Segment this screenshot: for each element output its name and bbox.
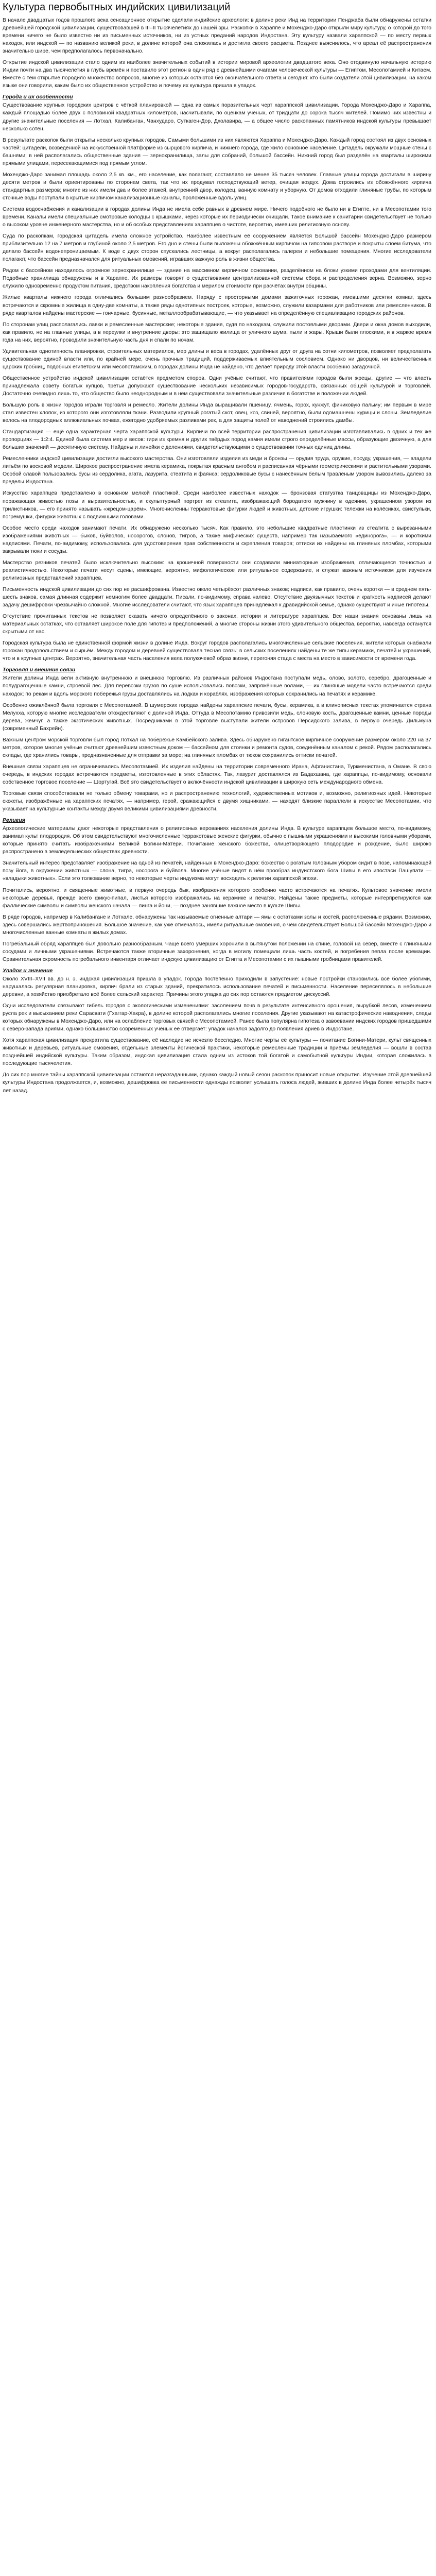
paragraph: Суда по раскопкам, городская цитадель имела сложное устройство. Наиболее известным её сооружением является Большой бассейн Мохенджо-Даро размером приблизительно 12 на 7 метров и глубиной около 2,5 метров. Его дно и стены были выложены обожжённым кирпичом на гипсовом растворе и покрыты слоем битума, что делало бассейн водонепроницаемым. К воде с двух сторон спускались лестницы, а вокруг располагались галереи и небольшие помещения. Многие исследователи полагают, что бассейн предназначался для ритуальных омовений, игравших важную роль в жизни общества. [3, 233, 431, 263]
paragraph: В ряде городов, например в Калибангане и Лотхале, обнаружены так называемые огненные алтари — ямы с остатками золы и костей, расположенные рядами. Возможно, здесь совершались жертвоприношения. Большое значение, как уже отмечалось, имели ритуальные омовения, о чём свидетельствует Большой бассейн Мохенджо-Даро и многочисленные ванные комнаты в жилых домах. [3, 914, 431, 936]
paragraph: Жители долины Инда вели активную внутреннюю и внешнюю торговлю. Из различных районов Индостана поступали медь, олово, золото, серебро, драгоценные и полудрагоценные камни, строевой лес. Для перевозки грузов по суше использовались повозки, запряжённые волами, — их глиняные модели часто встречаются среди находок; по рекам и вдоль морского побережья грузы доставлялись на лодках и кораблях, изображения которых сохранились на печатях и керамике. [3, 675, 431, 697]
paragraph: Одни исследователи связывают гибель городов с экологическими изменениями: засолением почв в результате интенсивного орошения, вырубкой лесов, изменением русла рек и высыханием реки Сарасвати (Гхаггар-Хакра), в долине которой располагались многие поселения. Другие указывают на катастрофические наводнения, следы которых обнаружены в Мохенджо-Даро, или на ослабление торговых связей с Месопотамией. Ранее была популярна гипотеза о завоевании индских городов пришедшими с северо-запада ариями, однако большинство современных учёных её отвергает: упадок начался задолго до появления ариев в Индостане. [3, 1003, 431, 1032]
paragraph: Общественное устройство индской цивилизации остаётся предметом споров. Одни учёные считают, что правителями городов были жрецы, другие — что власть принадлежала совету богатых купцов, третьи допускают существование нескольких независимых городов-государств, связанных общей культурой и торговлей. Достаточно очевидно лишь то, что общество было неоднородным и в нём существовали значительные различия в богатстве и положении людей. [3, 375, 431, 397]
intro-paragraph: В начале двадцатых годов прошлого века сенсационное открытие сделали индийские археологи: в долине реки Инд на территории Пенджаба были обнаружены остатки древнейшей городской цивилизации, существовавшей в III–II тысячелетиях до нашей эры. Раскопки в Хараппе и Мохенджо-Даро открыли миру культуру, о которой до того времени ничего не было известно ни из письменных источников, ни из устных преданий народов Индостана. Эту культуру назвали хараппской — по месту первых находок, или индской — по названию великой реки, в долине которой она сложилась и достигла своего расцвета. Позднее выяснилось, что ареал её распространения значительно шире, чем предполагалось первоначально. [3, 18, 431, 55]
paragraph: Городская культура была не единственной формой жизни в долине Инда. Вокруг городов располагались многочисленные сельские поселения, жители которых снабжали горожан продовольствием и сырьём. Между городом и деревней существовала тесная связь: в сельских поселениях найдены те же типы керамики, печатей и украшений, что и в крупных центрах. Вероятно, значительная часть населения вела полукочевой образ жизни, перегоняя стада с места на место в зависимости от времени года. [3, 640, 431, 662]
paragraph: Археологические материалы дают некоторые представления о религиозных верованиях населения долины Инда. В культуре хараппцев большое место, по-видимому, занимал культ плодородия. Об этом свидетельствуют многочисленные терракотовые женские фигурки, обычно с пышными украшениями и высокими головными уборами, которые принято считать изображениями Великой Богини-Матери. Почитание женского божества, олицетворяющего плодородие и рождение, было широко распространено в земледельческих обществах древности. [3, 826, 431, 855]
paragraph: Особенно оживлённой была торговля с Месопотамией. В шумерских городах найдены хараппские печати, бусы, керамика, а в клинописных текстах упоминается страна Мелухха, которую многие исследователи отождествляют с долиной Инда. Оттуда в Месопотамию привозили медь, слоновую кость, драгоценные камни, ценные породы дерева, жемчуг, а также экзотических животных. Посредниками в этой торговле выступали жители островов Персидского залива, в первую очередь Дильмуна (современный Бахрейн). [3, 702, 431, 732]
paragraph: Ремесленники индской цивилизации достигли высокого мастерства. Они изготовляли изделия из меди и бронзы — орудия труда, оружие, посуду, украшения, — владели литьём по восковой модели. Широкое распространение имела керамика, покрытая красным ангобом и расписанная чёрными геометрическими и растительными узорами. Особой славой пользовались бусы из сердолика, агата, лазурита, стеатита и фаянса; сердоликовые бусы с нанесённым белым травлёным узором вывозились далеко за пределы Индостана. [3, 456, 431, 485]
paragraph: Система водоснабжения и канализации в городах долины Инда не имела себе равных в древнем мире. Ничего подобного не было ни в Египте, ни в Месопотамии того времени. Каналы имели специальные смотровые колодцы с крышками, через которые их периодически очищали. Такое внимание к санитарии свидетельствует не только о высоком уровне инженерного мастерства, но и об особых представлениях хараппцев о чистоте, вероятно, имевших религиозную основу. [3, 206, 431, 228]
paragraph: Отсутствие прочитанных текстов не позволяет сказать ничего определённого о законах, истории и литературе хараппцев. Все наши знания основаны лишь на материальных остатках, что оставляет широкое поле для гипотез и предположений, а многие стороны жизни этого удивительного общества, вероятно, навсегда останутся скрытыми от нас. [3, 614, 431, 635]
paragraph: Хотя хараппская цивилизация прекратила существование, её наследие не исчезло бесследно. Многие черты её культуры — почитание Богини-Матери, культ священных животных и деревьев, ритуальные омовения, отдельные элементы йогической практики, некоторые ремесленные традиции и приёмы земледелия — вошли в состав позднейшей индийской культуры. Таким образом, индская цивилизация стала одним из истоков той богатой и самобытной культуры Индии, которая сложилась в последующие тысячелетия. [3, 1038, 431, 1067]
paragraph: Рядом с бассейном находилось огромное зернохранилище — здание на массивном кирпичном основании, разделённом на блоки узкими проходами для вентиляции. Подобные хранилища обнаружены и в Хараппе. Их размеры говорят о существовании централизованной системы сбора и распределения зерна. Возможно, зерно служило одновременно продуктом питания, средством накопления богатства и мерилом стоимости при расчётах внутри общины. [3, 268, 431, 290]
paragraph: Удивительная однотипность планировки, строительных материалов, мер длины и веса в городах, удалённых друг от друга на сотни километров, позволяет предполагать существование единой власти или, по крайней мере, очень прочных традиций, поддерживаемых влиятельным сословием. Однако ни дворцов, ни величественных царских гробниц, подобных египетским или месопотамским, в городах долины Инда не найдено, что делает природу этой власти особенно загадочной. [3, 348, 431, 370]
paragraph: Значительный интерес представляет изображение на одной из печатей, найденных в Мохенджо-Даро: божество с рогатым головным убором сидит в позе, напоминающей позу йога, в окружении животных — слона, тигра, носорога и буйвола. Многие учёные видят в нём прообраз индуистского бога Шивы в его ипостаси Пашупати — «владыки животных». Если это толкование верно, то некоторые черты индуизма могут восходить к религии хараппской эпохи. [3, 860, 431, 882]
paragraph: Мастерство резчиков печатей было исключительно высоким: на крошечной поверхности они создавали миниатюрные изображения, отличающиеся точностью и реалистичностью. Некоторые печати несут сцены, имеющие, вероятно, мифологическое или ритуальное содержание, и служат важным источником для изучения религиозных представлений хараппцев. [3, 560, 431, 581]
paragraph: Около XVIII–XVII вв. до н. э. индская цивилизация пришла в упадок. Города постепенно приходили в запустение: новые постройки становились всё более убогими, нарушалась регулярная планировка, кирпич брали из старых зданий, прекратилось использование печатей и письменности. Население переселялось в небольшие деревни, а хозяйство приобретало всё более сельский характер. Причины этого упадка до сих пор остаются предметом дискуссий. [3, 976, 431, 998]
paragraph: Жилые кварталы нижнего города отличались большим разнообразием. Наряду с просторными домами зажиточных горожан, имевшими десятки комнат, здесь встречаются и скромные жилища в одну-две комнаты, а также ряды однотипных построек, которые, возможно, служили казармами для работников или ремесленников. В ряде кварталов найдены мастерские — гончарные, бусинные, металлообрабатывающие, — что указывает на определённую специализацию городских районов. [3, 295, 431, 316]
paragraph: Торговые связи способствовали не только обмену товарами, но и распространению технологий, художественных мотивов и, возможно, религиозных идей. Некоторые сюжеты, изображённые на хараппских печатях, — например, герой, сражающийся с двумя хищниками, — находят близкие параллели в искусстве Месопотамии, что указывает на культурные контакты между двумя великими цивилизациями древности. [3, 791, 431, 812]
section-heading-religion: Религия [3, 817, 25, 824]
paragraph: Внешние связи хараппцев не ограничивались Месопотамией. Их изделия найдены на территории современного Ирана, Афганистана, Туркменистана, в Омане. В свою очередь, в индских городах встречаются предметы, изготовленные в этих областях. Так, лазурит доставлялся из Бадахшана, где хараппцы, по-видимому, основали собственное торговое поселение — Шортугай. Всё это свидетельствует о включённости индской цивилизации в широкую сеть международного обмена. [3, 764, 431, 785]
paragraph: Важным центром морской торговли был город Лотхал на побережье Камбейского залива. Здесь обнаружено гигантское кирпичное сооружение размером около 220 на 37 метров, которое многие учёные считают древнейшим известным доком — бассейном для стоянки и ремонта судов, соединённым каналом с рекой. Рядом располагались склады, где хранились товары, предназначенные для отправки за море; на глиняных пломбах от тюков сохранились оттиски печатей. [3, 737, 431, 758]
intro-paragraph: Открытие индской цивилизации стало одним из наиболее значительных событий в истории мировой археологии двадцатого века. Оно отодвинуло начальную историю Индии почти на два тысячелетия в глубь времён и поставило этот регион в один ряд с древнейшими очагами человеческой культуры — Египтом, Месопотамией и Китаем. Вместе с тем открытие породило множество вопросов, многие из которых остаются без окончательного ответа и сегодня: кто были создатели этой цивилизации, на каком языке они говорили, каким было их общественное устройство и почему их культура пришла в упадок. [3, 60, 431, 89]
paragraph: Погребальный обряд хараппцев был довольно разнообразным. Чаще всего умерших хоронили в вытянутом положении на спине, головой на север, вместе с глиняными сосудами и личными украшениями. Встречаются также вторичные захоронения, когда в могилу помещали лишь часть костей, и погребения пепла после кремации. Сравнительная скромность погребального инвентаря отличает индскую цивилизацию от Египта и Месопотамии с их пышными гробницами правителей. [3, 941, 431, 962]
paragraph: Искусство хараппцев представлено в основном мелкой пластикой. Среди наиболее известных находок — бронзовая статуэтка танцовщицы из Мохенджо-Даро, поражающая живостью позы и выразительностью, и скульптурный портрет из стеатита, изображающий бородатого мужчину в одеянии, украшенном узором из трилистников, — его принято называть «жрецом-царём». Многочисленны терракотовые фигурки людей и животных, детские игрушки: тележки на колёсиках, свистульки, погремушки, фигурки животных с подвижными головами. [3, 490, 431, 520]
paragraph: Почитались, вероятно, и священные животные, в первую очередь бык, изображения которого особенно часто встречаются на печатях. Культовое значение имели некоторые деревья, прежде всего фикус-пипал, листья которого изображались на керамике и печатях. Найдены также предметы, которые интерпретируются как фаллические символы и символы женского начала — линга и йони, — позднее занявшие важное место в культе Шивы. [3, 887, 431, 909]
paragraph: По сторонам улиц располагались лавки и ремесленные мастерские; некоторые здания, судя по находкам, служили постоялыми дворами. Двери и окна домов выходили, как правило, не на главные улицы, а в переулки и внутренние дворы: это защищало жилища от уличного шума, пыли и жары. Крыши были плоскими, и в жаркое время года на них, вероятно, проводили значительную часть дня и спали по ночам. [3, 321, 431, 343]
paragraph: Особое место среди находок занимают печати. Их обнаружено несколько тысяч. Как правило, это небольшие квадратные пластинки из стеатита с вырезанными изображениями животных — быков, буйволов, носорогов, слонов, тигров, а также мифических существ, например так называемого «единорога», — и короткими надписями. Печати, по-видимому, использовались для удостоверения прав собственности и скрепления товаров; оттиски их найдены на глиняных пломбах, которыми закрывали тюки и сосуды. [3, 525, 431, 554]
article-title: Культура первобытных индийских цивилизаций [3, 2, 231, 13]
paragraph: До сих пор многие тайны хараппской цивилизации остаются неразгаданными, однако каждый новый сезон раскопок приносит новые открытия. Изучение этой древнейшей культуры Индостана продолжается, и, возможно, дешифровка её письменности однажды позволит услышать голоса людей, живших в долине Инда более четырёх тысяч лет назад. [3, 1072, 431, 1094]
paragraph: Мохенджо-Даро занимал площадь около 2,5 кв. км., его население, как полагают, составляло не менее 35 тысяч человек. Главные улицы города достигали в ширину десяти метров и были ориентированы по сторонам света, так что их продувал господствующий ветер, очищая воздух. Дома строились из обожжённого кирпича стандартных размеров; многие из них имели два и более этажей, внутренний двор, колодец, ванную комнату и уборную. От домов отходили глиняные трубы, по которым сточные воды поступали в крытые кирпичом канализационные каналы, проложенные вдоль улиц. [3, 172, 431, 201]
paragraph: Существование крупных городских центров с чёткой планировкой — одна из самых поразительных черт хараппской цивилизации. Города Мохенджо-Даро и Хараппа, каждый площадью более двух с половиной квадратных километров, насчитывали, по оценкам учёных, от тридцати до сорока тысяч жителей. Помимо них известны и другие значительные поселения — Лотхал, Калибанган, Чанхударо, Суткаген-Дор, Дхолавира, — а общее число раскопанных памятников индской культуры превышает несколько сотен. [3, 103, 431, 132]
paragraph: Письменность индской цивилизации до сих пор не расшифрована. Известно около четырёхсот различных знаков; надписи, как правило, очень коротки — в среднем пять-шесть знаков, самая длинная содержит немногим более двадцати. Писали, по-видимому, справа налево. Отсутствие двуязычных текстов и краткость надписей делают задачу дешифровки чрезвычайно сложной. Многие исследователи считают, что язык хараппцев принадлежал к дравидийской семье, однако существуют и иные гипотезы. [3, 587, 431, 608]
paragraph: В результате раскопок были открыты несколько крупных городов. Самыми большими из них являются Хараппа и Мохенджо-Даро. Каждый город состоял из двух основных частей: цитадели, возведённой на искусственной платформе из сырцового кирпича, и нижнего города, где жило основное население. Цитадель окружали мощные стены с башнями; в ней располагались общественные здания — зернохранилища, залы для собраний, большой бассейн. Нижний город был разделён на кварталы широкими прямыми улицами, пересекающимися под прямым углом. [3, 137, 431, 166]
paragraph: Большую роль в жизни городов играли торговля и ремесло. Жители долины Инда выращивали пшеницу, ячмень, горох, кунжут, финиковую пальму; им первым в мире стал известен хлопок, из которого они изготовляли ткани. Разводили крупный рогатый скот, овец, коз, свиней, вероятно, были одомашнены курицы и слоны. Земледелие велось на плодородных аллювиальных почвах, ежегодно удобряемых разливами рек, а для защиты полей от наводнений строились дамбы. [3, 402, 431, 424]
section-heading-cities: Города и их особенности [3, 94, 73, 100]
paragraph: Стандартизация — ещё одна характерная черта хараппской культуры. Кирпичи по всей территории распространения цивилизации изготавливались в одних и тех же пропорциях — 1:2:4. Единой была система мер и весов: гири из кремня и других твёрдых пород камня имели строго определённые массы, образующие двоичную, а для больших значений — десятичную систему. Найдены и линейки с делениями, свидетельствующими о существовании точных единиц длины. [3, 429, 431, 451]
section-heading-decline: Упадок и значение [3, 967, 53, 974]
section-heading-trade: Торговля и внешние связи [3, 667, 76, 673]
